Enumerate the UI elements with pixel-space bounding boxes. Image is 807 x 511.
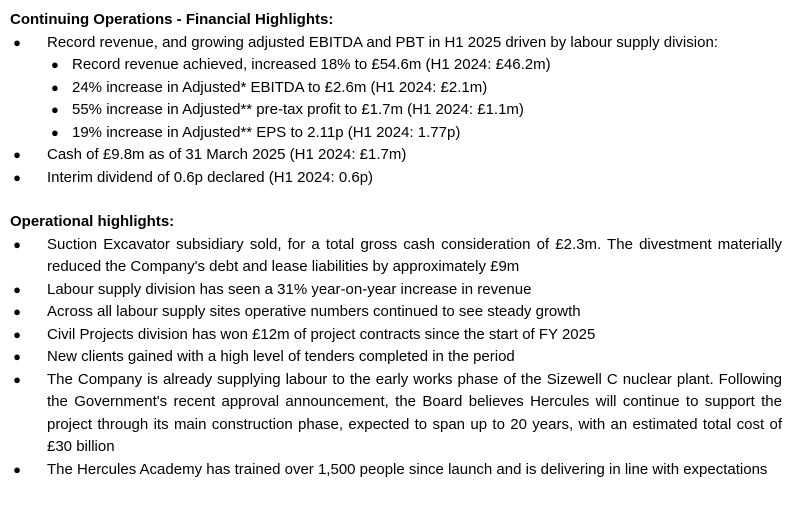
section-spacer (10, 189, 782, 211)
document (10, 9, 782, 481)
list-item-text: Across all labour supply sites operative numbers continued to see steady growth (47, 303, 581, 320)
bullet-icon: ● (13, 34, 21, 50)
list-item-text: Civil Projects division has won £12m of project contracts since the start of FY 2025 (47, 325, 596, 343)
bullet-icon: ● (51, 102, 59, 117)
financial-highlights-heading: Continuing Operations - Financial Highlights: (10, 11, 334, 28)
sub-list-item-text: 55% increase in Adjusted** pre-tax profit to £1.7m (H1 2024: £1.1m) (72, 101, 524, 118)
list-item-text: Suction Excavator subsidiary sold, for a total gross cash consideration of £2.3m. The divestment materially reduced the Company's debt and lease liabilities by approximately £9m (47, 235, 782, 275)
list-item (10, 234, 782, 279)
list-item-text: Labour supply division has seen a 31% year-on-year increase in revenue (47, 280, 532, 298)
list-item (10, 144, 782, 167)
list-item (10, 167, 782, 190)
operational-highlights-list (10, 234, 782, 482)
list-item-text: The Company is already supplying labour to the early works phase of the Sizewell C nuclear plant. Following the Government's recent approval announcement, the Board believes Hercules will continue to support the project through its main construction phase, expected to span up to 20 years, with an estimated total cost of £30 billion (47, 370, 782, 455)
bullet-icon: ● (51, 124, 59, 140)
bullet-icon: ● (13, 326, 21, 342)
bullet-icon: ● (13, 349, 21, 364)
list-item-text: Interim dividend of 0.6p declared (H1 2024: 0.6p) (47, 168, 374, 186)
bullet-icon: ● (13, 304, 21, 319)
financial-sub-list (47, 54, 782, 144)
bullet-icon: ● (13, 147, 21, 162)
list-item-text: Record revenue, and growing adjusted EBITDA and PBT in H1 2025 driven by labour supply division: (47, 33, 718, 51)
list-item-text: Cash of £9.8m as of 31 March 2025 (H1 2024: £1.7m) (47, 146, 407, 163)
bullet-icon: ● (51, 79, 59, 95)
list-item-text: The Hercules Academy has trained over 1,500 people since launch and is delivering in line with expectations (47, 460, 768, 478)
list-item-text: New clients gained with a high level of tenders completed in the period (47, 348, 515, 365)
sub-list-item (47, 99, 782, 122)
operational-highlights-section (10, 211, 782, 481)
list-item (10, 369, 782, 459)
sub-list-item (47, 77, 782, 100)
sub-list-item-text: 24% increase in Adjusted* EBITDA to £2.6m (H1 2024: £2.1m) (72, 78, 488, 96)
list-item (10, 324, 782, 347)
bullet-icon: ● (51, 57, 59, 72)
financial-highlights-section (10, 9, 782, 189)
financial-highlights-list (10, 32, 782, 190)
bullet-icon: ● (13, 169, 21, 185)
sub-list-item (47, 122, 782, 145)
bullet-icon: ● (13, 281, 21, 297)
list-item (10, 459, 782, 482)
operational-highlights-heading: Operational highlights: (10, 213, 175, 230)
bullet-icon: ● (13, 461, 21, 477)
sub-list-item-text: 19% increase in Adjusted** EPS to 2.11p (H1 2024: 1.77p) (72, 123, 461, 141)
list-item (10, 279, 782, 302)
sub-list-item-text: Record revenue achieved, increased 18% to £54.6m (H1 2024: £46.2m) (72, 56, 551, 73)
list-item (10, 301, 782, 324)
bullet-icon: ● (13, 236, 21, 252)
sub-list-item (47, 54, 782, 77)
list-item (10, 346, 782, 369)
bullet-icon: ● (13, 371, 21, 387)
list-item (10, 32, 782, 145)
